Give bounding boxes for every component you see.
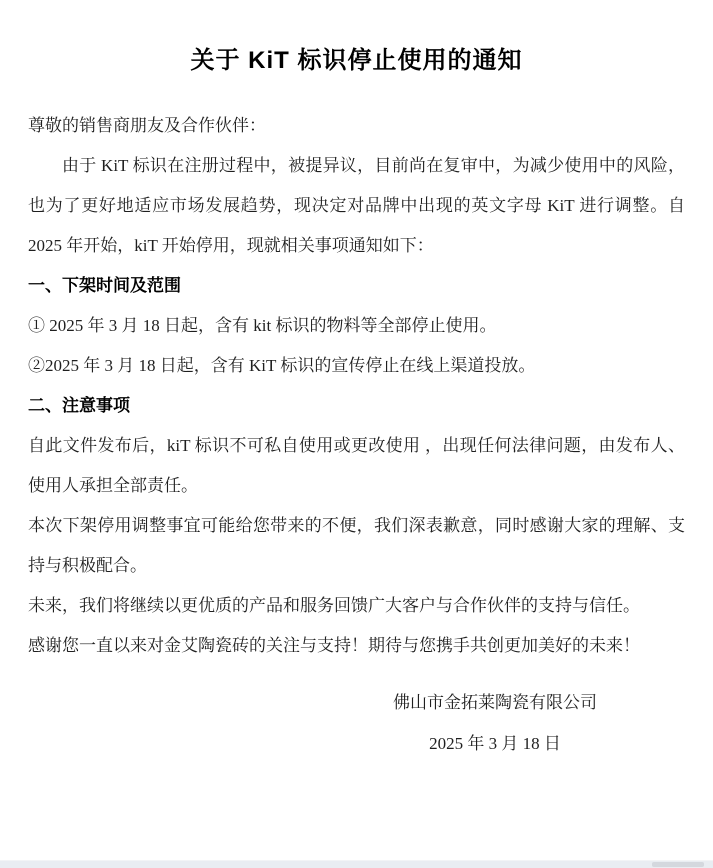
intro-paragraph: 由于 KiT 标识在注册过程中，被提异议，目前尚在复审中，为减少使用中的风险，也为了更好地适应市场发展趋势，现决定对品牌中出现的英文字母 KiT 进行调整。自 2025 年开始，kiT 开始停用，现就相关事项通知如下： bbox=[28, 156, 685, 255]
taskbar-edge-highlight bbox=[652, 862, 704, 867]
notice-paragraph: 未来，我们将继续以更优质的产品和服务回馈广大客户与合作伙伴的支持与信任。 bbox=[28, 596, 640, 615]
taskbar-edge bbox=[0, 860, 713, 868]
notice-paragraph: 本次下架停用调整事宜可能给您带来的不便，我们深表歉意，同时感谢大家的理解、支持与积极配合。 bbox=[28, 516, 685, 575]
section2-heading: 二、注意事项 bbox=[28, 396, 130, 415]
notice-date: 2025 年 3 月 18 日 bbox=[429, 734, 561, 753]
notice-paragraph: 感谢您一直以来对金艾陶瓷砖的关注与支持！期待与您携手共创更加美好的未来！ bbox=[28, 636, 640, 655]
list-item: ① 2025 年 3 月 18 日起，含有 kit 标识的物料等全部停止使用。 bbox=[28, 316, 497, 335]
page-title: 关于 KiT 标识停止使用的通知 bbox=[190, 47, 523, 74]
list-item: ②2025 年 3 月 18 日起，含有 KiT 标识的宣传停止在线上渠道投放。 bbox=[28, 356, 536, 375]
salutation: 尊敬的销售商朋友及合作伙伴： bbox=[28, 116, 266, 135]
section1-heading: 一、下架时间及范围 bbox=[28, 276, 181, 295]
company-name: 佛山市金拓莱陶瓷有限公司 bbox=[393, 693, 597, 712]
document-body bbox=[28, 106, 685, 764]
notice-paragraph: 自此文件发布后，kiT 标识不可私自使用或更改使用 ，出现任何法律问题，由发布人、使用人承担全部责任。 bbox=[28, 436, 685, 495]
signature-block bbox=[393, 682, 597, 764]
